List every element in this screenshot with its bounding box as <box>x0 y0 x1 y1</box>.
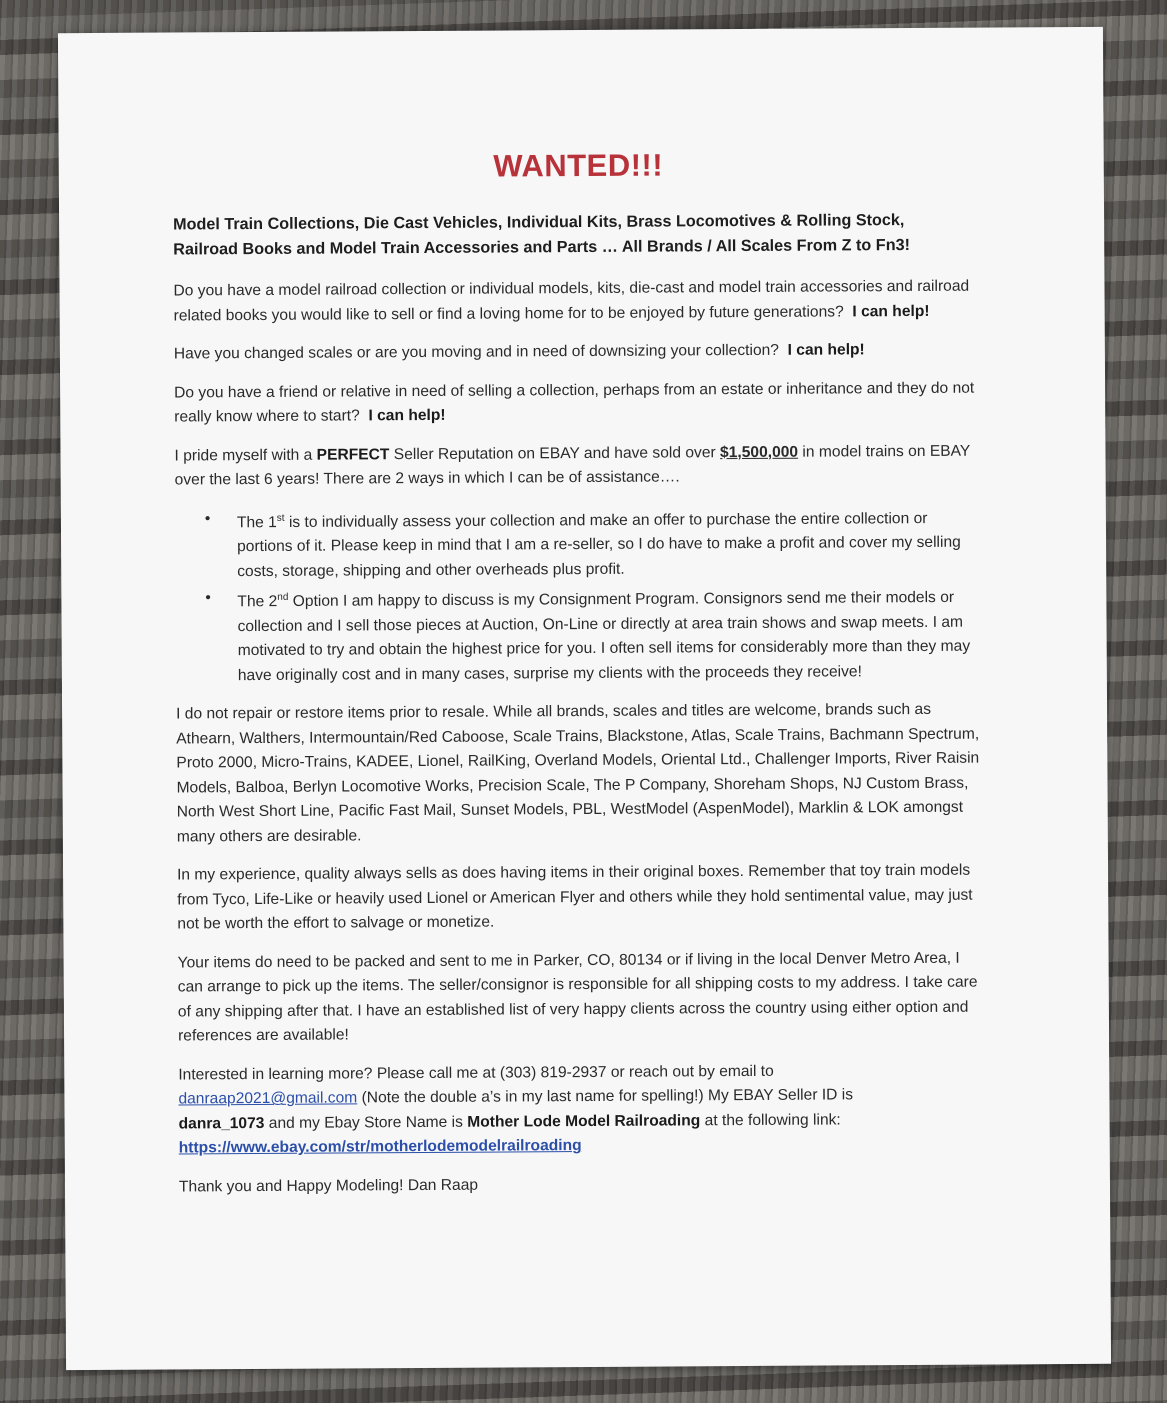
b2-sup: nd <box>277 591 289 604</box>
p2-text: Have you changed scales or are you moving and in need of downsizing your collection? <box>173 341 779 363</box>
p4-text-c: in model trains on EBAY over the last 6 years! There are 2 ways in which I can be of assistance…. <box>174 442 971 489</box>
list-item <box>205 582 987 689</box>
p8-text-a: Interested in learning more? Please call me at (303) 819-2937 or reach out by email to <box>178 1062 774 1084</box>
list-item <box>204 502 986 584</box>
paragraph-brands: I do not repair or restore items prior to resale. While all brands, scales and titles are welcome, brands such as Athearn, Walthers, Intermountain/Red Caboose, Scale Trains, Blackstone, Atlas, Scale Trains, Bachmann Spectrum, Proto 2000, Micro-Trains, KADEE, Lionel, RailKing, Overland Models, Oriental Ltd., Challenger Imports, River Raisin Models, Balboa, Berlyn Locomotive Works, Precision Scale, The P Company, Shoreham Shops, NJ Custom Brass, North West Short Line, Pacific Fast Mail, Sunset Models, PBL, WestModel (AspenModel), Marklin & LOK amongst many others are desirable. <box>176 701 980 846</box>
paragraph-contact <box>178 1058 990 1161</box>
b2-text-b: Option I am happy to discuss is my Consignment Program. Consignors send me their models or collection and I sell those pieces at Auction, On-Line or directly at area train shows and swap meets. I am motivated to try and obtain the highest price for you. I often sell items for considerably more than they may have originally cost and in many cases, surprise my clients with the proceeds they receive! <box>237 589 971 684</box>
paragraph-experience: In my experience, quality always sells as does having items in their original boxes. Remember that toy train models from Tyco, Life-Like or heavily used Lionel or American Flyer and others while they hold sentimental value, may just not be worth the effort to salvage or monetize. <box>177 862 973 933</box>
b1-text-b: is to individually assess your collection and make an offer to purchase the entire collection or portions of it. Please keep in mind that I am a re-seller, so I do have to make a profit and cover my selling costs, storage, shipping and other overheads plus profit. <box>237 509 961 580</box>
paragraph-collection-question <box>173 275 984 329</box>
p8-text-d: at the following link: <box>704 1111 841 1130</box>
assistance-options-list <box>175 502 987 689</box>
i-can-help-2: I can help! <box>787 341 865 359</box>
paragraph-reputation <box>174 439 985 493</box>
bullet-icon: • <box>204 509 211 527</box>
p8-text-b: (Note the double a’s in my last name for spelling!) My EBAY Seller ID is <box>361 1086 854 1107</box>
subtitle-line-1: Model Train Collections, Die Cast Vehicles, Individual Kits, Brass Locomotives & Rolling Stock, <box>173 211 905 234</box>
p3-text: Do you have a friend or relative in need of selling a collection, perhaps from an estate or inheritance and they do not really know where to start? <box>174 379 975 426</box>
flyer-title: WANTED!!! <box>493 147 664 184</box>
i-can-help-1: I can help! <box>852 302 930 320</box>
flyer-page <box>58 27 1111 1370</box>
paragraph-shipping: Your items do need to be packed and sent to me in Parker, CO, 80134 or if living in the local Denver Metro Area, I can arrange to pick up the items. The seller/consignor is responsible for all shipping costs to my address. I take care of any shipping after that. I have an established list of very happy clients across the country using either option and references are available! <box>177 949 978 1045</box>
subtitle-line-2: Railroad Books and Model Train Accessories and Parts … All Brands / All Scales From Z to Fn3! <box>173 236 911 259</box>
paragraph-friend-relative <box>174 376 985 430</box>
sales-amount: $1,500,000 <box>719 443 799 461</box>
p1-text: Do you have a model railroad collection or individual models, kits, die-cast and model train accessories and railroad related books you would like to sell or find a loving home for to be enjoyed by future generations? <box>173 277 970 325</box>
paragraph-changed-scales <box>174 338 985 367</box>
closing-signature: Thank you and Happy Modeling! Dan Raap <box>178 1176 479 1196</box>
flyer-subtitle <box>173 208 984 263</box>
i-can-help-3: I can help! <box>368 406 446 425</box>
bullet-icon: • <box>205 589 211 607</box>
b1-text-a: The 1 <box>236 513 277 531</box>
p8-text-c: and my Ebay Store Name is <box>268 1113 463 1132</box>
b1-sup: st <box>276 512 285 524</box>
email-link[interactable]: danraap2021@gmail.com <box>178 1089 358 1108</box>
p4-text-a: I pride myself with a <box>174 446 313 464</box>
perfect-word: PERFECT <box>316 445 390 464</box>
seller-id: danra_1073 <box>178 1114 265 1133</box>
store-name: Mother Lode Model Railroading <box>467 1112 701 1131</box>
p4-text-b: Seller Reputation on EBAY and have sold over <box>393 443 716 463</box>
b2-text-a: The 2 <box>237 593 278 611</box>
ebay-store-link[interactable]: https://www.ebay.com/str/motherlodemodelrailroading <box>178 1137 582 1157</box>
